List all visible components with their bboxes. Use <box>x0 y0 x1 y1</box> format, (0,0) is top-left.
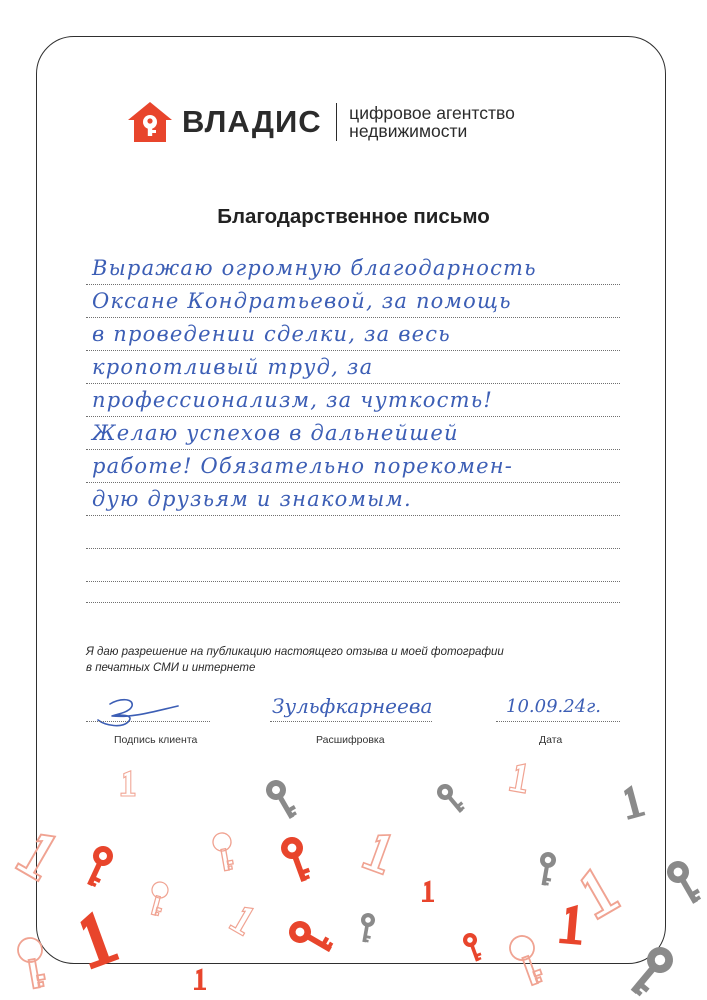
brand-tagline <box>349 104 515 140</box>
key-icon <box>620 784 646 820</box>
brand-tagline-line2: недвижимости <box>349 121 468 141</box>
ruled-line <box>86 482 620 483</box>
key-icon <box>536 851 558 887</box>
ruled-line <box>86 602 620 603</box>
key-icon <box>285 917 336 959</box>
handwritten-line: дую друзьям и знакомым. <box>92 487 412 511</box>
ruled-line <box>86 317 620 318</box>
letter-title: Благодарственное письмо <box>217 205 490 228</box>
handwritten-line: работе! Обязательно порекомен- <box>92 454 514 478</box>
date-label: Дата <box>539 734 563 746</box>
key-icon <box>146 880 170 917</box>
publication-consent <box>86 644 566 676</box>
key-icon <box>434 781 468 817</box>
ruled-line <box>86 581 620 582</box>
ruled-line <box>86 515 620 516</box>
handwritten-line: в проведении сделки, за весь <box>92 322 451 346</box>
key-icon <box>509 762 530 793</box>
ruled-line <box>86 350 620 351</box>
handwritten-line: Желаю успехов в дальнейшей <box>92 421 459 445</box>
key-icon <box>623 942 678 1000</box>
brand-name: ВЛАДИС <box>182 104 322 139</box>
key-icon <box>422 880 434 902</box>
ruled-line <box>86 383 620 384</box>
key-icon <box>80 843 116 890</box>
key-icon <box>16 936 48 990</box>
client-signature-label: Подпись клиента <box>114 734 198 746</box>
key-icon <box>362 830 396 875</box>
decoding-value: Зульфкарнеева <box>272 694 433 718</box>
brand-tagline-line1: цифровое агентство <box>349 103 515 123</box>
handwritten-body <box>86 250 620 610</box>
house-key-icon <box>126 100 174 144</box>
handwritten-line: Оксане Кондратьевой, за помощь <box>92 289 512 313</box>
date-line <box>496 721 620 722</box>
handwritten-line: профессионализм, за чуткость! <box>92 388 493 412</box>
key-icon <box>229 903 257 936</box>
key-icon <box>73 908 120 969</box>
keys-decoration <box>0 740 707 1000</box>
consent-line2: в печатных СМИ и интернете <box>86 662 256 674</box>
decoding-line <box>270 721 432 722</box>
client-signature <box>82 692 192 740</box>
key-icon <box>461 931 484 963</box>
handwritten-line: кропотливый труд, за <box>92 355 374 379</box>
decoding-label: Расшифровка <box>316 734 385 746</box>
ruled-line <box>86 416 620 417</box>
key-icon <box>121 771 135 796</box>
date-value: 10.09.24г. <box>506 696 601 717</box>
key-icon <box>574 865 620 919</box>
brand-logo <box>126 100 515 144</box>
key-icon <box>278 834 314 885</box>
logo-divider <box>336 103 338 141</box>
key-icon <box>663 857 705 908</box>
key-icon <box>507 933 547 989</box>
key-icon <box>357 912 376 943</box>
key-icon <box>212 832 236 872</box>
ruled-line <box>86 449 620 450</box>
ruled-line <box>86 284 620 285</box>
key-icon <box>16 827 62 881</box>
key-icon <box>559 904 584 945</box>
ruled-line <box>86 548 620 549</box>
consent-line1: Я даю разрешение на публикацию настоящего отзыва и моей фотографии <box>86 646 504 658</box>
handwritten-line: Выражаю огромную благодарность <box>92 256 537 280</box>
key-icon <box>262 776 300 822</box>
key-icon <box>194 968 206 990</box>
signature-line <box>86 721 210 722</box>
